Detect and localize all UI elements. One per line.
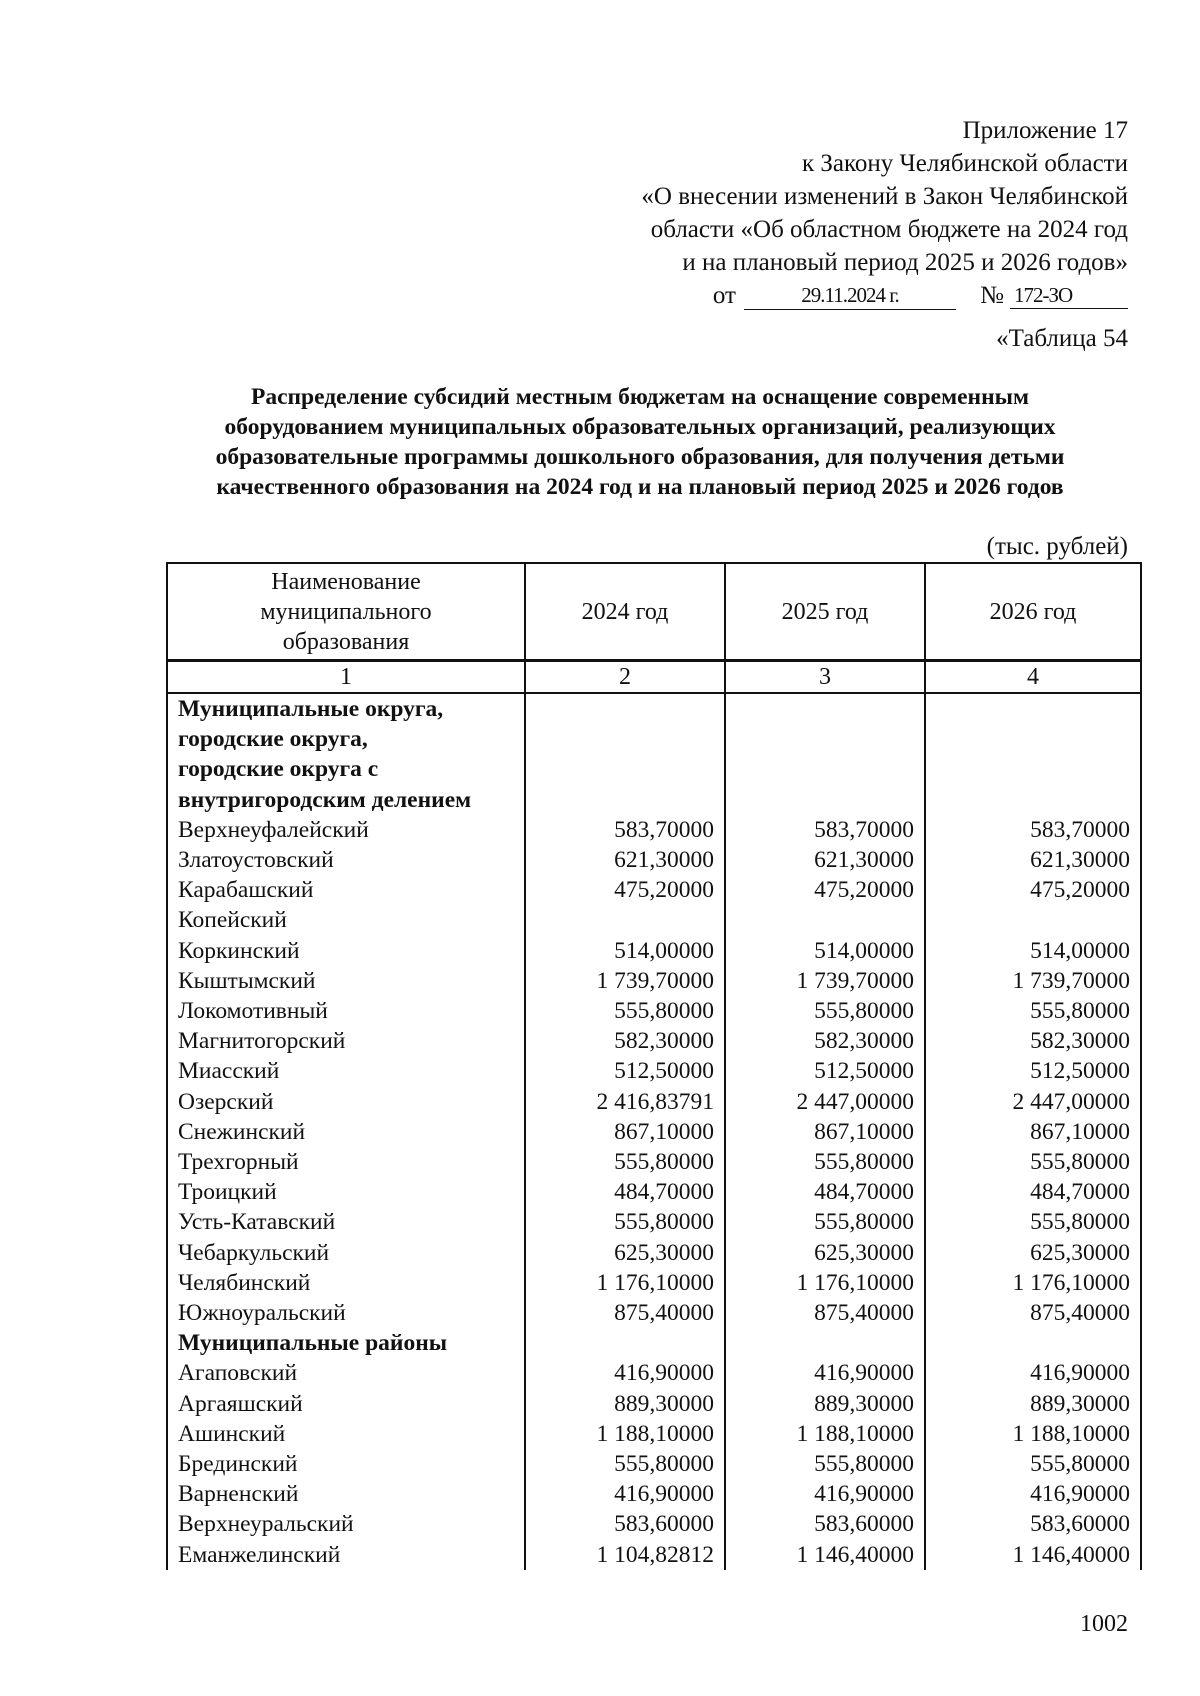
value-2026: 416,90000	[925, 1358, 1141, 1388]
title-line: качественного образования на 2024 год и на плановый период 2025 и 2026 годов	[216, 474, 1064, 500]
value-2025: 582,30000	[725, 1026, 925, 1056]
header-year-2026: 2026 год	[925, 563, 1141, 661]
value-2025: 2 447,00000	[725, 1087, 925, 1117]
value-2024: 2 416,83791	[525, 1087, 725, 1117]
value-2024: 1 739,70000	[525, 966, 725, 996]
municipality-name: Аргаяшский	[167, 1389, 525, 1419]
table-header-row	[167, 563, 1141, 661]
value-2026: 484,70000	[925, 1177, 1141, 1207]
table-row	[167, 1509, 1141, 1539]
value-2024	[525, 905, 725, 935]
table-row	[167, 1056, 1141, 1086]
municipality-name: Трехгорный	[167, 1147, 525, 1177]
municipality-name: Локомотивный	[167, 996, 525, 1026]
value-2026: 875,40000	[925, 1298, 1141, 1328]
value-2026: 1 188,10000	[925, 1419, 1141, 1449]
table-row	[167, 1147, 1141, 1177]
table-row	[167, 1268, 1141, 1298]
value-2024: 867,10000	[525, 1117, 725, 1147]
value-2026: 555,80000	[925, 1207, 1141, 1237]
value-2025: 875,40000	[725, 1298, 925, 1328]
value-2025: 1 176,10000	[725, 1268, 925, 1298]
number-label: №	[980, 282, 1004, 309]
value-2025: 555,80000	[725, 1207, 925, 1237]
document-title	[150, 382, 1130, 502]
value-2024: 475,20000	[525, 875, 725, 905]
value-2026: 2 447,00000	[925, 1087, 1141, 1117]
table-row	[167, 1177, 1141, 1207]
appendix-line: и на плановый период 2025 и 2026 годов»	[682, 249, 1128, 276]
table-row	[167, 845, 1141, 875]
section-heading-line: городские округа,	[178, 726, 368, 753]
table-row	[167, 1479, 1141, 1509]
header-name-line: Наименование	[271, 568, 421, 595]
header-year-2025: 2025 год	[725, 563, 925, 661]
value-2024: 625,30000	[525, 1238, 725, 1268]
municipality-name: Миасский	[167, 1056, 525, 1086]
page-number: 1002	[1080, 1611, 1128, 1637]
header-municipality	[167, 563, 525, 661]
column-number: 3	[725, 661, 925, 694]
appendix-line: к Закону Челябинской области	[802, 150, 1128, 177]
law-number: 172-ЗО	[1010, 279, 1128, 309]
title-line: оборудованием муниципальных образовательных организаций, реализующих	[224, 414, 1056, 440]
municipality-name: Копейский	[167, 905, 525, 935]
value-2025: 1 146,40000	[725, 1540, 925, 1570]
column-number: 1	[167, 661, 525, 694]
value-2025: 555,80000	[725, 1449, 925, 1479]
value-2025: 867,10000	[725, 1117, 925, 1147]
value-2025: 1 739,70000	[725, 966, 925, 996]
value-2024: 512,50000	[525, 1056, 725, 1086]
value-2024: 621,30000	[525, 845, 725, 875]
value-2026: 621,30000	[925, 845, 1141, 875]
value-2025: 621,30000	[725, 845, 925, 875]
section-heading-line: Муниципальные округа,	[178, 696, 444, 722]
value-2026: 583,60000	[925, 1509, 1141, 1539]
date-label: от	[712, 282, 736, 309]
value-2026: 889,30000	[925, 1389, 1141, 1419]
section-heading-row	[167, 693, 1141, 815]
municipality-name: Южноуральский	[167, 1298, 525, 1328]
table-row	[167, 1087, 1141, 1117]
municipality-name: Верхнеуфалейский	[167, 815, 525, 845]
header-year-2024: 2024 год	[525, 563, 725, 661]
appendix-line: области «Об областном бюджете на 2024 год	[650, 216, 1128, 243]
municipality-name: Усть-Катавский	[167, 1207, 525, 1237]
value-2024: 555,80000	[525, 1207, 725, 1237]
table-row	[167, 1389, 1141, 1419]
table-row	[167, 1540, 1141, 1570]
value-2024: 514,00000	[525, 936, 725, 966]
value-2025: 475,20000	[725, 875, 925, 905]
subsidy-table	[166, 562, 1142, 1570]
value-2025: 416,90000	[725, 1479, 925, 1509]
value-2024: 416,90000	[525, 1479, 725, 1509]
value-2024: 555,80000	[525, 996, 725, 1026]
table-row	[167, 1207, 1141, 1237]
value-2025: 889,30000	[725, 1389, 925, 1419]
section-heading-line: внутригородским делением	[178, 786, 472, 813]
municipality-name: Ашинский	[167, 1419, 525, 1449]
appendix-header	[528, 114, 1128, 312]
municipality-name: Агаповский	[167, 1358, 525, 1388]
value-2025	[725, 905, 925, 935]
value-2026: 867,10000	[925, 1117, 1141, 1147]
value-2024: 1 188,10000	[525, 1419, 725, 1449]
value-2025: 514,00000	[725, 936, 925, 966]
value-2024: 1 104,82812	[525, 1540, 725, 1570]
table-row	[167, 996, 1141, 1026]
municipality-name: Коркинский	[167, 936, 525, 966]
value-2024: 875,40000	[525, 1298, 725, 1328]
value-2026: 1 146,40000	[925, 1540, 1141, 1570]
law-date-number-line	[528, 279, 1128, 312]
law-date: 29.11.2024 г.	[744, 279, 956, 310]
value-2024: 582,30000	[525, 1026, 725, 1056]
value-2024: 1 176,10000	[525, 1268, 725, 1298]
value-2024: 416,90000	[525, 1358, 725, 1388]
header-name-line: муниципального	[260, 598, 432, 625]
column-number: 4	[925, 661, 1141, 694]
value-2026: 555,80000	[925, 1147, 1141, 1177]
header-name-line: образования	[282, 628, 410, 655]
value-2024: 484,70000	[525, 1177, 725, 1207]
appendix-line: «О внесении изменений в Закон Челябинской	[641, 183, 1128, 210]
municipality-name: Верхнеуральский	[167, 1509, 525, 1539]
municipality-name: Озерский	[167, 1087, 525, 1117]
value-2026: 475,20000	[925, 875, 1141, 905]
value-2026: 1 739,70000	[925, 966, 1141, 996]
table-row	[167, 966, 1141, 996]
municipality-name: Брединский	[167, 1449, 525, 1479]
value-2026: 555,80000	[925, 996, 1141, 1026]
table-row	[167, 1026, 1141, 1056]
table-row	[167, 936, 1141, 966]
column-number: 2	[525, 661, 725, 694]
title-line: образовательные программы дошкольного образования, для получения детьми	[215, 444, 1065, 470]
municipality-name: Снежинский	[167, 1117, 525, 1147]
value-2025: 484,70000	[725, 1177, 925, 1207]
value-2026: 583,70000	[925, 815, 1141, 845]
value-2025: 555,80000	[725, 1147, 925, 1177]
value-2026: 625,30000	[925, 1238, 1141, 1268]
units-label: (тыс. рублей)	[986, 533, 1128, 560]
title-line: Распределение субсидий местным бюджетам на оснащение современным	[250, 384, 1029, 410]
municipality-name: Магнитогорский	[167, 1026, 525, 1056]
value-2026: 512,50000	[925, 1056, 1141, 1086]
value-2025: 1 188,10000	[725, 1419, 925, 1449]
table-row	[167, 905, 1141, 935]
table-row	[167, 875, 1141, 905]
appendix-line: Приложение 17	[962, 117, 1128, 144]
table-row	[167, 1298, 1141, 1328]
value-2025: 416,90000	[725, 1358, 925, 1388]
value-2024: 555,80000	[525, 1147, 725, 1177]
table-row	[167, 815, 1141, 845]
municipality-name: Варненский	[167, 1479, 525, 1509]
value-2025: 512,50000	[725, 1056, 925, 1086]
table-row	[167, 1358, 1141, 1388]
value-2026: 1 176,10000	[925, 1268, 1141, 1298]
section-heading-line: городские округа с	[178, 756, 379, 783]
value-2024: 583,70000	[525, 815, 725, 845]
municipality-name: Чебаркульский	[167, 1238, 525, 1268]
municipality-name: Еманжелинский	[167, 1540, 525, 1570]
value-2024: 889,30000	[525, 1389, 725, 1419]
value-2026: 416,90000	[925, 1479, 1141, 1509]
value-2024: 555,80000	[525, 1449, 725, 1479]
table-row	[167, 1449, 1141, 1479]
municipality-name: Кыштымский	[167, 966, 525, 996]
section-heading: Муниципальные районы	[167, 1328, 525, 1358]
value-2024: 583,60000	[525, 1509, 725, 1539]
value-2026	[925, 905, 1141, 935]
section-heading	[167, 693, 525, 815]
table-row	[167, 1419, 1141, 1449]
municipality-name: Челябинский	[167, 1268, 525, 1298]
value-2025: 555,80000	[725, 996, 925, 1026]
municipality-name: Карабашский	[167, 875, 525, 905]
municipality-name: Златоустовский	[167, 845, 525, 875]
value-2025: 583,70000	[725, 815, 925, 845]
value-2026: 514,00000	[925, 936, 1141, 966]
value-2026: 582,30000	[925, 1026, 1141, 1056]
table-label: «Таблица 54	[996, 325, 1128, 352]
value-2025: 583,60000	[725, 1509, 925, 1539]
section-heading-row	[167, 1328, 1141, 1358]
value-2026: 555,80000	[925, 1449, 1141, 1479]
value-2025: 625,30000	[725, 1238, 925, 1268]
column-number-row	[167, 661, 1141, 694]
municipality-name: Троицкий	[167, 1177, 525, 1207]
table-row	[167, 1117, 1141, 1147]
table-row	[167, 1238, 1141, 1268]
